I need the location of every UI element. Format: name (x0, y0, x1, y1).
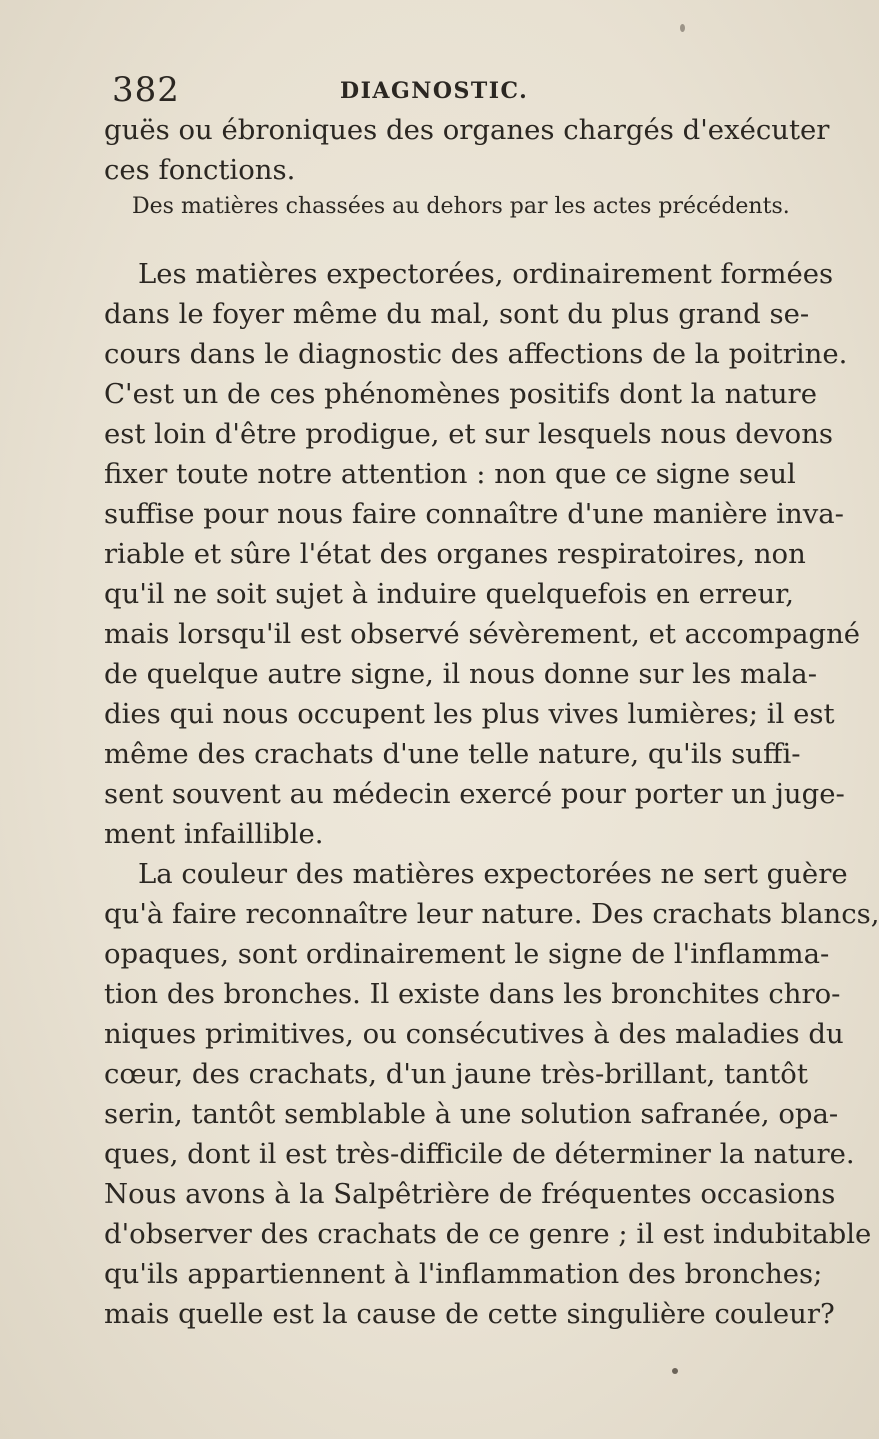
text-line: C'est un de ces phénomènes positifs dont la nature (104, 378, 817, 410)
text-line: dies qui nous occupent les plus vives lumières; il est (104, 698, 835, 730)
text-line: mais lorsqu'il est observé sévèrement, et accompagné (104, 618, 861, 650)
page-number: 382 (112, 70, 180, 110)
text-line: Nous avons à la Salpêtrière de fréquentes occasions (104, 1178, 836, 1210)
text-line: niques primitives, ou consécutives à des maladies du (104, 1018, 844, 1050)
text-line: dans le foyer même du mal, sont du plus grand se- (104, 298, 810, 330)
text-line: tion des bronches. Il existe dans les bronchites chro- (104, 978, 841, 1010)
text-line: de quelque autre signe, il nous donne sur les mala- (104, 658, 817, 690)
text-line: même des crachats d'une telle nature, qu'ils suffi- (104, 738, 801, 770)
text-line: opaques, sont ordinairement le signe de l'inflamma- (104, 938, 830, 970)
text-line: guës ou ébroniques des organes chargés d'exécuter (104, 114, 830, 146)
text-line: ces fonctions. (104, 154, 296, 186)
text-line: suffise pour nous faire connaître d'une manière inva- (104, 498, 844, 530)
text-line: ques, dont il est très-difficile de déterminer la nature. (104, 1138, 855, 1170)
text-line: cœur, des crachats, d'un jaune très-brillant, tantôt (104, 1058, 808, 1090)
text-line: d'observer des crachats de ce genre ; il est indubitable (104, 1218, 872, 1250)
text-line: riable et sûre l'état des organes respiratoires, non (104, 538, 806, 570)
paragraph-first-line: Les matières expectorées, ordinairement formées (138, 258, 834, 290)
running-title: DIAGNOSTIC. (340, 78, 529, 104)
section-heading: Des matières chassées au dehors par les actes précédents. (132, 194, 790, 219)
paragraph-first-line: La couleur des matières expectorées ne sert guère (138, 858, 848, 890)
text-line: sent souvent au médecin exercé pour porter un juge- (104, 778, 845, 810)
text-line: est loin d'être prodigue, et sur lesquels nous devons (104, 418, 834, 450)
text-line: qu'à faire reconnaître leur nature. Des crachats blancs, (104, 898, 879, 930)
ink-speck (672, 1368, 678, 1374)
text-line: ment infaillible. (104, 818, 324, 850)
running-head (112, 70, 752, 114)
text-line: qu'il ne soit sujet à induire quelquefois en erreur, (104, 578, 795, 610)
text-line: serin, tantôt semblable à une solution safranée, opa- (104, 1098, 839, 1130)
text-line: mais quelle est la cause de cette singulière couleur? (104, 1298, 835, 1330)
text-line: fixer toute notre attention : non que ce signe seul (104, 458, 796, 490)
text-line: qu'ils appartiennent à l'inflammation des bronches; (104, 1258, 823, 1290)
text-line: cours dans le diagnostic des affections de la poitrine. (104, 338, 848, 370)
ink-speck (680, 24, 685, 32)
